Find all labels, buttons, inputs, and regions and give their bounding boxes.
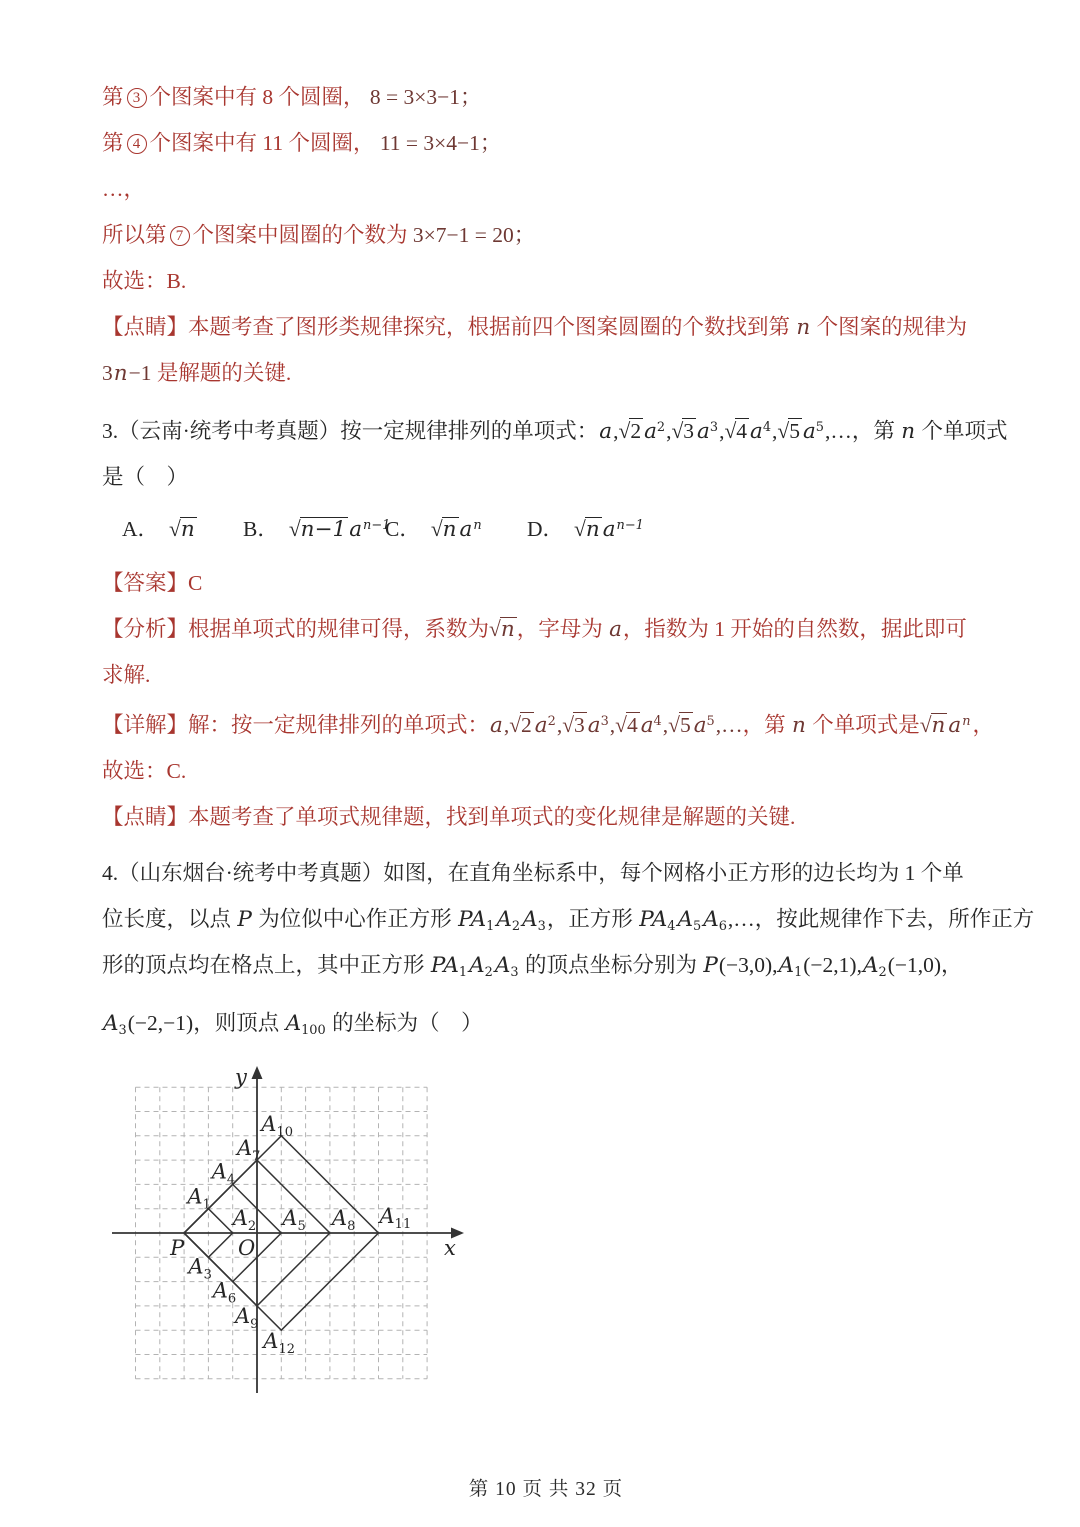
point-label-A4: $A_4$	[211, 1159, 236, 1188]
text-line-17	[102, 850, 990, 896]
text-run: 第	[102, 131, 124, 155]
radical-sign-icon: √	[668, 713, 680, 737]
point-label-A12: $A_{12}$	[263, 1329, 296, 1358]
text-run: $a^n$	[459, 517, 482, 542]
text-run: 个单项式	[916, 419, 1008, 443]
radical-sign-icon: √	[919, 713, 932, 737]
point-label-O: O	[238, 1236, 256, 1260]
radical-sign-icon: √	[671, 419, 684, 443]
text-run: ，指数为 1 开始的自然数，据此即可	[622, 617, 967, 641]
radical-sign-icon: √	[618, 419, 631, 443]
text-line-18	[102, 896, 1035, 942]
sqrt-expression: √n	[431, 517, 459, 541]
text-run: 【分析】根据单项式的规律可得，系数为	[102, 617, 490, 641]
text-run: ,…	[715, 713, 743, 737]
text-run: 故选：B.	[102, 269, 187, 293]
text-run: ,	[772, 419, 778, 443]
text-run: …，	[102, 177, 146, 201]
text-run: $a^2$	[534, 713, 556, 738]
text-run: $a^3$	[587, 713, 609, 738]
text-run: 所以第	[102, 223, 167, 247]
text-run: (−3,0)	[718, 953, 773, 977]
text-run: ，正方形	[546, 907, 639, 931]
text-run: ,…，	[825, 419, 874, 443]
text-run: (−2,−1)	[127, 1011, 194, 1035]
text-run: ,	[856, 953, 862, 977]
text-line-20	[102, 1000, 990, 1046]
sqrt-expression: √n	[574, 517, 602, 541]
text-run: $PA_1$	[430, 953, 468, 980]
sqrt-expression: √2	[509, 713, 534, 737]
text-line-12	[102, 606, 990, 652]
sqrt-expression: √2	[619, 419, 644, 443]
text-run: 4.（山东烟台·统考中考真题）如图，在直角坐标系中，每个网格小正方形的边长均为 1 个单	[102, 861, 964, 885]
text-line-19	[102, 942, 990, 988]
text-run: 个图案中有 8 个圆圈，	[149, 85, 365, 109]
text-run: 个单项式是	[806, 713, 920, 737]
text-run: 3	[102, 361, 113, 385]
radical-sign-icon: √	[777, 419, 790, 443]
text-line-8	[102, 408, 1008, 454]
text-run: ,	[666, 419, 672, 443]
text-run: $A_2$	[469, 953, 493, 980]
text-run: 【点睛】本题考查了单项式规律题，找到单项式的变化规律是解题的关键.	[102, 805, 796, 829]
text-run: a	[490, 713, 503, 738]
text-run: $A_1$	[778, 953, 803, 980]
radical-sign-icon: √	[724, 419, 737, 443]
text-run: 3.（云南·统考中考真题）按一定规律排列的单项式：	[102, 419, 599, 443]
text-run: (−1,0)	[887, 953, 942, 977]
text-run: 是（ ）	[102, 465, 189, 489]
circled-number: 4	[127, 134, 147, 154]
sqrt-expression: √4	[724, 419, 749, 443]
text-run: n	[791, 713, 806, 738]
text-line-7	[102, 350, 990, 396]
sqrt-expression: √5	[777, 419, 802, 443]
text-run: ,	[609, 713, 616, 737]
text-run: n	[796, 315, 811, 340]
text-run: 形的顶点均在格点上，其中正方形	[102, 953, 430, 977]
text-run: ,	[719, 419, 725, 443]
sqrt-expression: √4	[615, 713, 640, 737]
text-run: n	[113, 361, 128, 386]
radical-sign-icon: √	[574, 517, 586, 541]
text-run: $A_2$	[496, 907, 521, 934]
text-line-6	[102, 304, 990, 350]
text-line-16	[102, 794, 990, 840]
radical-sign-icon: √	[562, 713, 574, 737]
text-run: $a^n$	[948, 713, 971, 738]
text-run: $a^2$	[644, 419, 666, 444]
radical-sign-icon: √	[169, 517, 181, 541]
sqrt-expression: √5	[668, 713, 693, 737]
text-line-5	[102, 258, 990, 304]
text-line-10	[102, 506, 990, 552]
option-label: C．	[385, 517, 421, 541]
text-line-4	[102, 212, 990, 258]
point-label-A1: $A_1$	[187, 1184, 211, 1213]
text-run: 【点睛】本题考查了图形类规律探究，根据前四个图案圆圈的个数找到第	[102, 315, 796, 339]
radical-sign-icon: √	[430, 517, 443, 541]
text-run: ,	[613, 419, 619, 443]
sqrt-expression: √3	[671, 419, 696, 443]
document-lines	[102, 74, 1035, 1046]
text-run: $a^{n-1}$	[349, 517, 391, 542]
text-line-9	[102, 454, 990, 500]
text-run: $a^4$	[640, 713, 662, 738]
text-run: ，	[972, 713, 995, 737]
text-run: $A_5$	[677, 907, 702, 934]
text-run: $a^3$	[697, 419, 719, 444]
text-run: 的顶点坐标分别为	[519, 953, 703, 977]
sqrt-expression: √3	[562, 713, 587, 737]
text-run: 位长度，以点	[102, 907, 237, 931]
coordinate-figure	[106, 1060, 478, 1408]
point-label-A2: $A_2$	[232, 1206, 257, 1234]
point-label-A10: $A_{10}$	[261, 1111, 294, 1140]
text-line-11	[102, 560, 990, 606]
text-line-2	[102, 120, 990, 166]
text-run: $a^{n-1}$	[602, 517, 644, 542]
sqrt-expression: √n	[489, 617, 517, 641]
text-line-15	[102, 748, 990, 794]
text-run: 的坐标为（ ）	[326, 1011, 483, 1035]
text-run: 个图案的规律为	[811, 315, 968, 339]
radical-sign-icon: √	[509, 713, 522, 737]
point-label-A9: $A_9$	[235, 1303, 259, 1332]
text-run: $A_2$	[862, 953, 887, 980]
text-run: n	[901, 419, 916, 444]
point-label-A3: $A_3$	[188, 1254, 212, 1283]
text-run: $PA_4$	[639, 907, 676, 934]
text-run: $A_3$	[103, 1011, 127, 1038]
text-line-3	[102, 166, 990, 212]
text-run: $a^4$	[750, 419, 772, 444]
text-run: $A_6$	[703, 907, 727, 934]
text-run: ,	[662, 713, 669, 737]
option-label: A．	[122, 517, 160, 541]
text-run: 第	[102, 85, 124, 109]
text-line-1	[102, 74, 990, 120]
radical-sign-icon: √	[615, 713, 627, 737]
text-run: P	[237, 907, 252, 932]
radical-sign-icon: √	[489, 617, 501, 641]
option-D	[527, 506, 646, 553]
text-run: $a^5$	[693, 713, 715, 738]
text-run: 8 = 3×3−1；	[364, 85, 482, 109]
text-run: 第	[873, 419, 901, 443]
point-label-A8: $A_8$	[331, 1206, 356, 1234]
text-run: $a^5$	[802, 419, 824, 444]
option-label: B．	[243, 517, 279, 541]
text-run: $PA_1$	[458, 907, 495, 934]
sqrt-expression: √n	[169, 517, 197, 541]
text-run: $A_3$	[494, 953, 519, 980]
text-run: 是解题的关键.	[151, 361, 292, 385]
text-run: 【答案】C	[102, 571, 203, 595]
text-run: 故选：C.	[102, 759, 187, 783]
text-run: a	[599, 419, 613, 444]
radical-sign-icon: √	[288, 517, 301, 541]
circled-number: 3	[127, 88, 147, 108]
text-run: −1	[128, 361, 152, 385]
point-label-A11: $A_{11}$	[379, 1204, 412, 1232]
point-label-A7: $A_7$	[237, 1136, 261, 1165]
text-run: ，则顶点	[193, 1011, 285, 1035]
option-C	[385, 506, 527, 553]
text-line-14	[102, 702, 995, 748]
text-run: 11 = 3×4−1；	[374, 131, 502, 155]
text-run: 为位似中心作正方形	[252, 907, 458, 931]
sqrt-expression: √n−1	[289, 517, 348, 541]
text-run: ,	[556, 713, 563, 737]
option-A	[122, 506, 243, 552]
text-run: ,	[503, 713, 510, 737]
y-axis-label: y	[235, 1065, 247, 1089]
text-run: 个图案中圆圈的个数为	[192, 223, 408, 247]
text-run: (−2,1)	[803, 953, 857, 977]
text-run: ，第	[742, 713, 791, 737]
circled-number: 7	[170, 226, 190, 246]
option-label: D．	[527, 517, 565, 541]
text-run: a	[609, 617, 622, 642]
text-run: ，	[941, 953, 963, 977]
text-run: 【详解】解：按一定规律排列的单项式：	[102, 713, 490, 737]
text-run: ，字母为	[516, 617, 609, 641]
text-run: 求解.	[102, 663, 151, 687]
sqrt-expression: √n	[920, 713, 948, 737]
text-run: $A_{100}$	[285, 1011, 326, 1038]
point-label-P: P	[170, 1236, 185, 1260]
text-run: $A_3$	[522, 907, 546, 934]
text-line-13	[102, 652, 990, 698]
text-run: 3×7−1 = 20；	[407, 223, 536, 247]
text-run: ,…，按此规律作下去，所作正方	[727, 907, 1035, 931]
text-run: P	[703, 953, 718, 978]
x-axis-label: x	[444, 1236, 456, 1260]
figure-question4	[106, 1060, 990, 1408]
text-run: ,	[772, 953, 778, 977]
point-label-A5: $A_5$	[282, 1206, 306, 1234]
option-B	[243, 506, 391, 553]
page-footer: 第 10 页 共 32 页	[468, 1479, 624, 1500]
text-run: 个图案中有 11 个圆圈，	[149, 131, 375, 155]
point-label-A6: $A_6$	[212, 1278, 237, 1307]
